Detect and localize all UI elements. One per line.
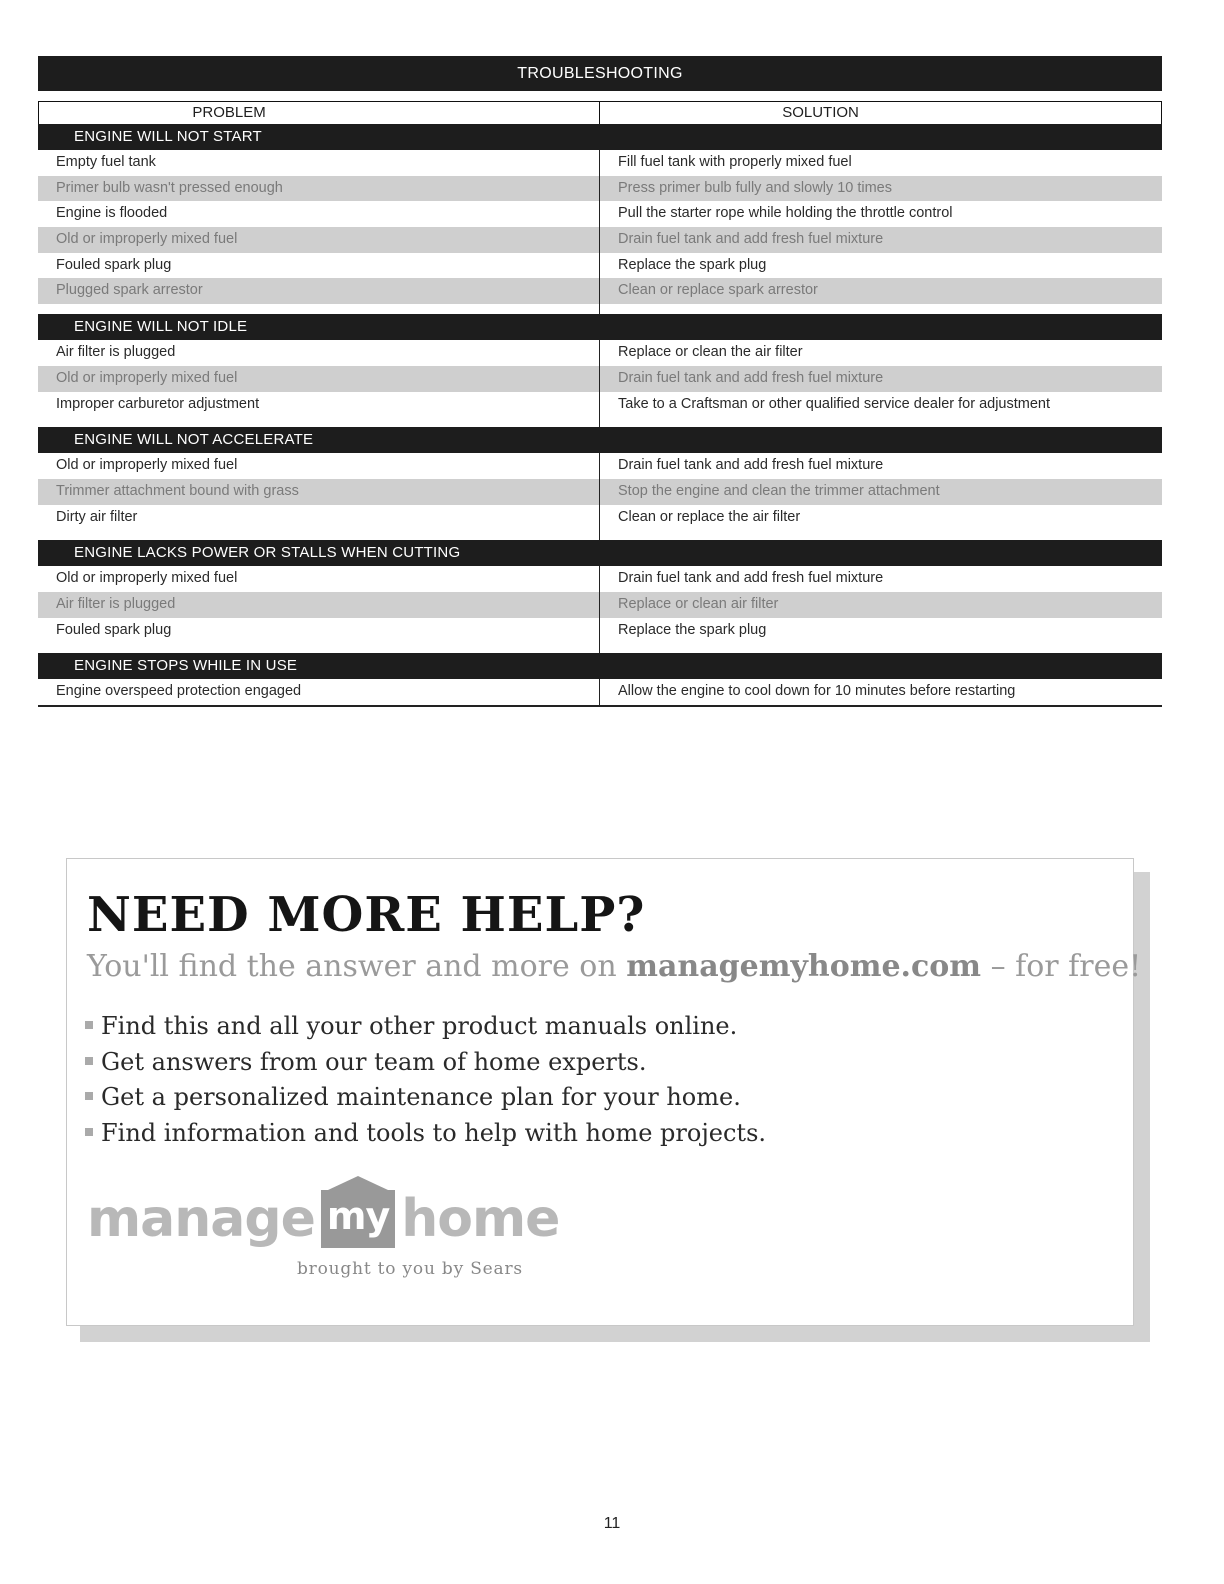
bullet-icon	[85, 1092, 93, 1100]
table-row	[38, 505, 1162, 531]
section-rows	[38, 453, 1162, 530]
section	[38, 540, 1162, 653]
list-item: Get answers from our team of home experts.	[85, 1045, 766, 1081]
table-row	[38, 566, 1162, 592]
solution-cell: Replace the spark plug	[618, 621, 767, 638]
section-heading	[38, 124, 1162, 150]
table-row	[38, 253, 1162, 279]
table-row	[38, 592, 1162, 618]
table-row	[38, 392, 1162, 418]
solution-cell: Drain fuel tank and add fresh fuel mixture	[618, 457, 884, 474]
bullet-icon	[85, 1021, 93, 1029]
solution-cell: Fill fuel tank with properly mixed fuel	[618, 154, 852, 170]
section-heading	[38, 314, 1162, 340]
problem-cell: Old or improperly mixed fuel	[56, 231, 238, 248]
section-heading	[38, 427, 1162, 453]
section	[38, 124, 1162, 314]
solution-cell: Stop the engine and clean the trimmer attachment	[618, 482, 940, 499]
site-link[interactable]: managemyhome.com	[626, 949, 982, 984]
help-bullet-list	[85, 1009, 766, 1151]
bullet-icon	[85, 1057, 93, 1065]
solution-cell: Clean or replace the air filter	[618, 508, 801, 525]
help-subtitle	[87, 949, 1141, 984]
section-gap	[38, 417, 1162, 427]
section-heading	[38, 540, 1162, 566]
section	[38, 653, 1162, 707]
solution-cell: Drain fuel tank and add fresh fuel mixture	[618, 369, 884, 386]
table-row	[38, 479, 1162, 505]
subtitle-prefix: You'll find the answer and more on	[87, 949, 617, 984]
help-box-shadow	[1134, 872, 1150, 1342]
page-number: 11	[603, 1515, 621, 1532]
section-rows	[38, 340, 1162, 417]
table-row	[38, 366, 1162, 392]
solution-cell: Drain fuel tank and add fresh fuel mixture	[618, 570, 884, 587]
subtitle-suffix: – for free!	[990, 949, 1142, 984]
help-box-shadow	[80, 1326, 1150, 1342]
solution-cell: Drain fuel tank and add fresh fuel mixture	[618, 231, 884, 248]
section-heading-label: ENGINE WILL NOT ACCELERATE	[74, 431, 314, 449]
section	[38, 314, 1162, 427]
problem-cell: Fouled spark plug	[56, 621, 172, 638]
managemyhome-logo: manage my home	[87, 1189, 560, 1249]
problem-cell: Plugged spark arrestor	[56, 282, 203, 299]
bullet-icon	[85, 1128, 93, 1136]
problem-cell: Air filter is plugged	[56, 344, 176, 361]
house-icon: my	[321, 1190, 395, 1248]
troubleshooting-table	[38, 56, 1162, 707]
section-heading-label: ENGINE LACKS POWER OR STALLS WHEN CUTTING	[74, 544, 461, 562]
solution-cell: Press primer bulb fully and slowly 10 times	[618, 179, 892, 196]
solution-column-header: SOLUTION	[782, 104, 859, 121]
solution-cell: Clean or replace spark arrestor	[618, 282, 818, 299]
table-row	[38, 227, 1162, 253]
problem-cell: Dirty air filter	[56, 508, 138, 525]
table-row	[38, 278, 1162, 304]
help-title: NEED MORE HELP?	[87, 887, 646, 943]
help-box	[66, 858, 1142, 1326]
problem-column-header: PROBLEM	[39, 102, 600, 124]
problem-cell: Empty fuel tank	[56, 154, 156, 170]
problem-cell: Primer bulb wasn't pressed enough	[56, 179, 283, 196]
section-gap	[38, 304, 1162, 314]
solution-cell: Pull the starter rope while holding the throttle control	[618, 205, 953, 222]
byline: brought to you by Sears	[297, 1259, 523, 1279]
table-row	[38, 453, 1162, 479]
problem-cell: Fouled spark plug	[56, 256, 172, 273]
solution-cell: Replace or clean the air filter	[618, 344, 803, 361]
section-heading	[38, 653, 1162, 679]
problem-cell: Improper carburetor adjustment	[56, 395, 260, 412]
table-row	[38, 679, 1162, 705]
table-sections	[38, 124, 1162, 707]
list-item: Find information and tools to help with home projects.	[85, 1116, 766, 1152]
table-title: TROUBLESHOOTING	[38, 56, 1162, 91]
table-row	[38, 618, 1162, 644]
solution-cell: Replace the spark plug	[618, 256, 767, 273]
problem-cell: Old or improperly mixed fuel	[56, 369, 238, 386]
list-item: Get a personalized maintenance plan for your home.	[85, 1080, 766, 1116]
problem-cell: Engine is flooded	[56, 205, 168, 222]
problem-cell: Old or improperly mixed fuel	[56, 457, 238, 474]
section-heading-label: ENGINE WILL NOT START	[74, 128, 262, 145]
section-rows	[38, 679, 1162, 705]
section-gap	[38, 643, 1162, 653]
problem-cell: Trimmer attachment bound with grass	[56, 482, 299, 499]
solution-cell: Take to a Craftsman or other qualified service dealer for adjustment	[618, 395, 1050, 412]
section-rows	[38, 150, 1162, 304]
section	[38, 427, 1162, 540]
section-rows	[38, 566, 1162, 643]
solution-cell: Replace or clean air filter	[618, 595, 779, 612]
problem-cell: Engine overspeed protection engaged	[56, 683, 302, 700]
solution-cell: Allow the engine to cool down for 10 minutes before restarting	[618, 683, 1016, 700]
table-bottom-rule	[38, 705, 1162, 707]
section-heading-label: ENGINE STOPS WHILE IN USE	[74, 657, 298, 675]
problem-cell: Air filter is plugged	[56, 595, 176, 612]
list-item: Find this and all your other product manuals online.	[85, 1009, 766, 1045]
table-row	[38, 176, 1162, 202]
table-row	[38, 201, 1162, 227]
section-gap	[38, 530, 1162, 540]
table-row	[38, 150, 1162, 176]
table-header	[38, 101, 1162, 124]
table-row	[38, 340, 1162, 366]
section-heading-label: ENGINE WILL NOT IDLE	[74, 318, 248, 336]
problem-cell: Old or improperly mixed fuel	[56, 570, 238, 587]
